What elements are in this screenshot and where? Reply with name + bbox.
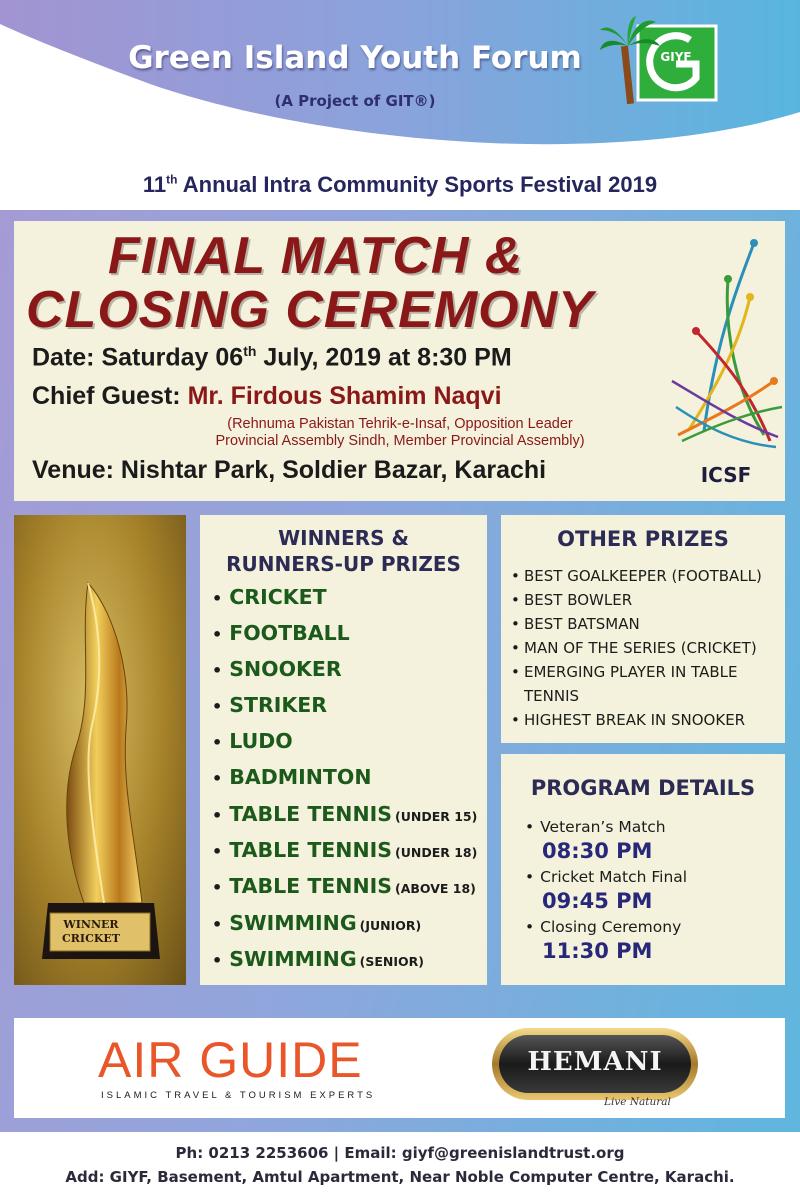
winner-item: • TABLE TENNIS (UNDER 18) xyxy=(212,838,478,862)
event-date-rest: July, 2019 at 8:30 PM xyxy=(256,343,512,372)
trophy-image xyxy=(14,515,186,985)
prize-item: • EMERGING PLAYER IN TABLE xyxy=(511,660,783,684)
program-item-name: • Closing Ceremony xyxy=(525,918,681,936)
winner-sport: CRICKET xyxy=(229,585,327,609)
chief-guest-label: Chief Guest: xyxy=(32,382,188,410)
airguide-tagline: ISLAMIC TRAVEL & TOURISM EXPERTS xyxy=(101,1090,376,1101)
festival-ordinal: 11 xyxy=(142,172,167,197)
hemani-logo: HEMANI xyxy=(527,1047,663,1077)
festival-title xyxy=(0,172,800,198)
icsf-label: ICSF xyxy=(700,463,752,487)
program-item-name: • Cricket Match Final xyxy=(525,868,687,886)
program-panel xyxy=(501,754,785,985)
other-prizes-heading: OTHER PRIZES xyxy=(557,527,729,551)
festival-ordinal-suffix: th xyxy=(166,172,178,187)
org-subtitle: (A Project of GIT®) xyxy=(274,92,436,110)
prize-item: • MAN OF THE SERIES (CRICKET) xyxy=(511,636,783,660)
prize-item-continuation: TENNIS xyxy=(524,687,580,705)
airguide-logo: AIR GUIDE xyxy=(98,1032,363,1088)
winner-qualifier: (JUNIOR) xyxy=(359,918,422,933)
winner-item: • STRIKER xyxy=(212,693,328,717)
icsf-swirl-icon xyxy=(666,231,786,461)
winner-item: • FOOTBALL xyxy=(212,621,350,645)
chief-guest-name: Mr. Firdous Shamim Naqvi xyxy=(187,382,502,410)
trophy-plaque-line1: WINNER xyxy=(63,918,119,931)
event-date-suffix: th xyxy=(243,343,257,359)
event-date xyxy=(32,343,512,372)
winner-item: • TABLE TENNIS (UNDER 15) xyxy=(212,802,478,826)
winner-sport: STRIKER xyxy=(229,693,328,717)
footer-address: Add: GIYF, Basement, Amtul Apartment, Near Noble Computer Centre, Karachi. xyxy=(65,1168,735,1186)
winner-sport: TABLE TENNIS xyxy=(229,838,393,862)
event-title-line1: FINAL MATCH & xyxy=(108,227,524,285)
other-prizes-list xyxy=(511,564,783,732)
winners-heading-line2: RUNNERS-UP PRIZES xyxy=(226,552,461,576)
hemani-tagline: Live Natural xyxy=(604,1096,671,1108)
winner-sport: BADMINTON xyxy=(229,765,372,789)
trophy-plaque-line2: CRICKET xyxy=(62,932,120,945)
winners-heading xyxy=(200,525,487,577)
festival-name: Annual Intra Community Sports Festival 2019 xyxy=(177,172,658,197)
winner-item: • SWIMMING (SENIOR) xyxy=(212,947,424,971)
trophy-plaque xyxy=(46,918,136,946)
program-item-time: 09:45 PM xyxy=(542,889,653,913)
program-item-time: 08:30 PM xyxy=(542,839,653,863)
winner-sport: LUDO xyxy=(229,729,293,753)
winners-panel xyxy=(200,515,487,985)
trophy-caption: ICSF 2019 xyxy=(44,952,70,958)
prize-item: • BEST GOALKEEPER (FOOTBALL) xyxy=(511,564,783,588)
org-name: Green Island Youth Forum xyxy=(128,40,582,76)
prize-item: • HIGHEST BREAK IN SNOOKER xyxy=(511,708,783,732)
winner-sport: SWIMMING xyxy=(229,947,357,971)
prize-item: • BEST BOWLER xyxy=(511,588,783,612)
winner-item: • SWIMMING (JUNIOR) xyxy=(212,911,422,935)
winner-qualifier: (ABOVE 18) xyxy=(395,881,476,896)
winner-qualifier: (UNDER 18) xyxy=(395,845,478,860)
winner-sport: TABLE TENNIS xyxy=(229,802,393,826)
chief-guest-desc-line2: Provincial Assembly Sindh, Member Provincial Assembly) xyxy=(215,433,585,449)
winner-sport: FOOTBALL xyxy=(229,621,350,645)
winner-item: • LUDO xyxy=(212,729,293,753)
winner-qualifier: (UNDER 15) xyxy=(395,809,478,824)
chief-guest-row xyxy=(32,382,502,411)
winners-heading-line1: WINNERS & xyxy=(278,526,409,550)
winner-item: • SNOOKER xyxy=(212,657,342,681)
prize-item: • BEST BATSMAN xyxy=(511,612,783,636)
winner-sport: SWIMMING xyxy=(229,911,357,935)
header xyxy=(0,0,800,210)
event-panel xyxy=(14,221,785,501)
footer-contact: Ph: 0213 2253606 | Email: giyf@greenislandtrust.org xyxy=(175,1144,625,1162)
trophy-icon xyxy=(14,515,186,985)
program-heading: PROGRAM DETAILS xyxy=(530,776,756,800)
event-date-label: Date: Saturday 06 xyxy=(32,343,244,372)
chief-guest-description xyxy=(190,416,610,450)
winner-sport: SNOOKER xyxy=(229,657,342,681)
winner-qualifier: (SENIOR) xyxy=(359,954,424,969)
footer xyxy=(0,1132,800,1200)
chief-guest-desc-line1: (Rehnuma Pakistan Tehrik-e-Insaf, Opposition Leader xyxy=(227,416,573,432)
event-title-line2: CLOSING CEREMONY xyxy=(26,281,594,339)
winner-item: • BADMINTON xyxy=(212,765,372,789)
other-prizes-panel xyxy=(501,515,785,743)
program-item-name: • Veteran’s Match xyxy=(525,818,666,836)
program-item-time: 11:30 PM xyxy=(542,939,653,963)
event-title xyxy=(26,229,686,337)
sponsor-panel xyxy=(14,1018,785,1118)
winner-sport: TABLE TENNIS xyxy=(229,874,393,898)
logo-text: GIYF xyxy=(660,50,692,64)
venue: Venue: Nishtar Park, Soldier Bazar, Karachi xyxy=(32,456,547,484)
winner-item: • CRICKET xyxy=(212,585,327,609)
winner-item: • TABLE TENNIS (ABOVE 18) xyxy=(212,874,476,898)
